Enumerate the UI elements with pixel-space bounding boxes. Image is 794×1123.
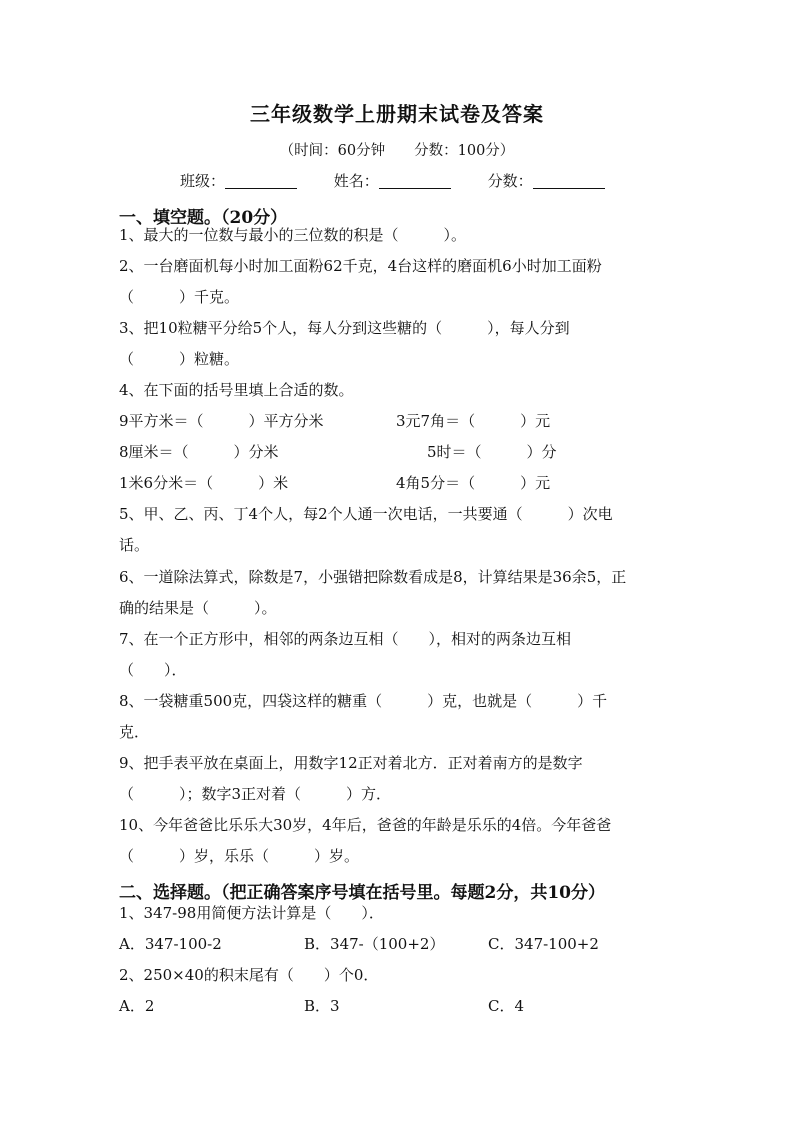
question-line: （ ）岁，乐乐（ ）岁。 (119, 847, 360, 865)
question-line: 7、在一个正方形中，相邻的两条边互相（ ），相对的两条边互相 (119, 630, 572, 648)
question-line: （ ）千克。 (119, 288, 240, 306)
choice-option-b: B．3 (304, 997, 340, 1015)
section-2-heading: 二、选择题。（把正确答案序号填在括号里。每题2分，共10分） (119, 883, 605, 903)
class-blank[interactable] (225, 172, 297, 189)
choice-option-a: A．347-100-2 (119, 935, 222, 953)
score-label: 分数： (487, 172, 533, 190)
choice-option-c: C．347-100+2 (488, 935, 599, 953)
question-line: 10、今年爸爸比乐乐大30岁，4年后，爸爸的年龄是乐乐的4倍。今年爸爸 (119, 816, 612, 834)
score-blank[interactable] (533, 172, 605, 189)
conversion-right: 4角5分＝（ ）元 (396, 474, 551, 492)
question-line: （ ）粒糖。 (119, 350, 240, 368)
question-line: （ ）． (119, 661, 187, 679)
question-line: 话。 (119, 536, 150, 554)
question-line: 8、一袋糖重500克，四袋这样的糖重（ ）克，也就是（ ）千 (119, 692, 608, 710)
choice-option-a: A．2 (119, 997, 155, 1015)
choice-question-stem: 1、347-98用简便方法计算是（ ）． (119, 904, 384, 922)
conversion-left: 1米6分米＝（ ）米 (119, 474, 289, 492)
question-line: 1、最大的一位数与最小的三位数的积是（ ）。 (119, 226, 467, 244)
name-label: 姓名： (333, 172, 379, 190)
question-line: 确的结果是（ ）。 (119, 599, 277, 617)
question-line: 9、把手表平放在桌面上，用数字12正对着北方．正对着南方的是数字 (119, 754, 583, 772)
question-line: （ ）；数字3正对着（ ）方． (119, 785, 392, 803)
exam-subtitle: （时间：60分钟 分数：100分） (279, 143, 515, 159)
choice-option-c: C．4 (488, 997, 525, 1015)
name-blank[interactable] (379, 172, 451, 189)
conversion-left: 8厘米＝（ ）分米 (119, 443, 279, 461)
question-line: 克． (119, 723, 150, 741)
class-label: 班级： (180, 172, 226, 190)
page-title: 三年级数学上册期末试卷及答案 (250, 102, 544, 126)
question-line: 3、把10粒糖平分给5个人，每人分到这些糖的（ ），每人分到 (119, 319, 570, 337)
question-line: 5、甲、乙、丙、丁4个人，每2个人通一次电话，一共要通（ ）次电 (119, 505, 613, 523)
conversion-right: 3元7角＝（ ）元 (396, 412, 551, 430)
choice-option-b: B．347-（100+2） (304, 935, 445, 953)
section-1-heading: 一、填空题。（20分） (119, 208, 288, 228)
student-info-row (180, 170, 605, 191)
question-line: 4、在下面的括号里填上合适的数。 (119, 381, 354, 399)
conversion-left: 9平方米＝（ ）平方分米 (119, 412, 324, 430)
question-line: 6、一道除法算式，除数是7，小强错把除数看成是8，计算结果是36余5，正 (119, 568, 627, 586)
conversion-right: 5时＝（ ）分 (427, 443, 557, 461)
question-line: 2、一台磨面机每小时加工面粉62千克，4台这样的磨面机6小时加工面粉 (119, 257, 602, 275)
choice-question-stem: 2、250×40的积末尾有（ ）个0． (119, 966, 379, 984)
